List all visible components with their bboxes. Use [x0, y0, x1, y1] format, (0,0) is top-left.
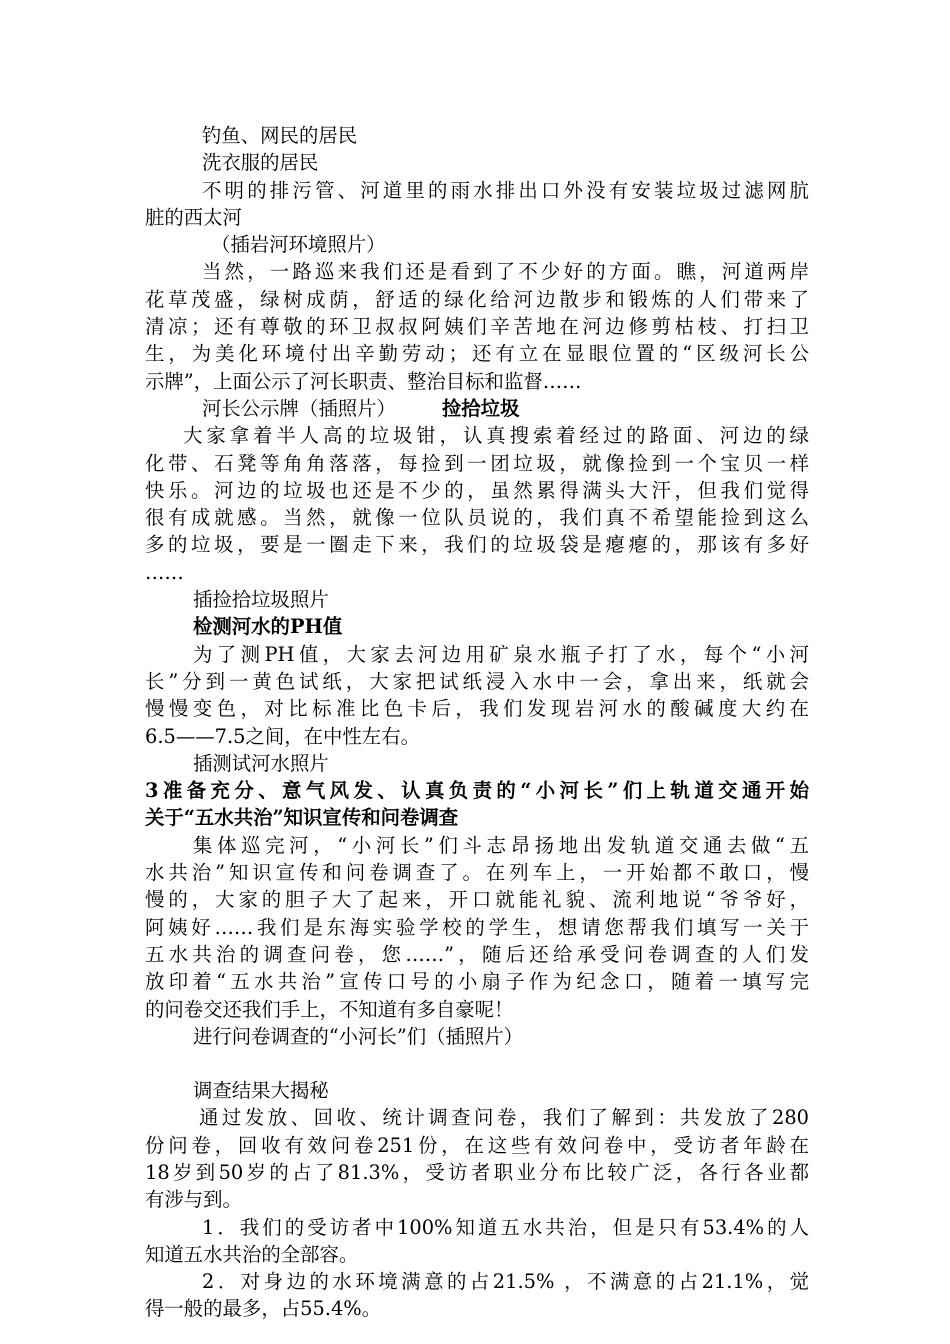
photo-placeholder: 插捡拾垃圾照片: [193, 588, 329, 612]
text-line: 不明的排污管、河道里的雨水排出口外没有安装垃圾过滤网肮: [202, 178, 809, 202]
text-line: 6.5——7.5之间，在中性左右。: [145, 724, 420, 748]
text-line: 知道五水共治的全部容。: [145, 1242, 359, 1266]
text-line: 放印着“五水共治”宣传口号的小扇子作为纪念口，随着一填写完: [145, 970, 809, 994]
text-line: 化带、石凳等角角落落，每捡到一团垃圾，就像捡到一个宝贝一样: [145, 451, 809, 475]
text-line: 快乐。河边的垃圾也还是不少的，虽然累得满头大汗，但我们觉得: [145, 478, 809, 502]
text-line: 得一般的最多，占55.4%。: [145, 1297, 382, 1321]
photo-placeholder: 插测试河水照片: [193, 751, 329, 775]
text-line: 多的垃圾，要是一圈走下来，我们的垃圾袋是瘪瘪的，那该有多好: [145, 533, 809, 557]
text-line: 五水共治的调查问卷，您……”，随后还给承受问卷调查的人们发: [145, 942, 809, 966]
text-line: 阿姨好……我们是东海实验学校的学生，想请您帮我们填写一关于: [145, 915, 809, 939]
text-line: 很有成就感。当然，就像一位队员说的，我们真不希望能捡到这么: [145, 506, 809, 530]
photo-placeholder: 进行问卷调查的“小河长”们（插照片）: [193, 1024, 524, 1048]
text-line: 当然，一路巡来我们还是看到了不少好的方面。瞧，河道两岸: [202, 260, 809, 284]
section-heading-litter: 捡拾垃圾: [441, 396, 520, 420]
text-line: 通过发放、回收、统计调查问卷，我们了解到：共发放了280: [199, 1106, 809, 1130]
text-line: 清凉；还有尊敬的环卫叔叔阿姨们辛苦地在河边修剪枯枝、打扫卫: [145, 315, 809, 339]
section-heading-survey-cont: 关于“五水共治”知识宣传和问卷调查: [145, 806, 459, 830]
section-heading-results: 调查结果大揭秘: [193, 1079, 329, 1103]
document-body: [145, 122, 809, 1323]
section-heading-ph: 检测河水的PH值: [193, 615, 343, 639]
text-line: 有涉与到。: [145, 1188, 242, 1212]
text-line: 生，为美化环境付出辛勤劳动；还有立在显眼位置的“区级河长公: [145, 342, 809, 366]
text-line: 示牌”，上面公示了河长职责、整治目标和监督……: [145, 369, 582, 393]
text-line: 钓鱼、网民的居民: [202, 124, 358, 147]
text-line: 的问卷交还我们手上，不知道有多自豪呢！: [145, 997, 514, 1021]
text-line: 水共治”知识宣传和问卷调查了。在列车上，一开始都不敢口，慢: [145, 861, 809, 885]
section-heading-survey: 3准备充分、意气风发、认真负责的“小河长”们上轨道交通开始: [145, 779, 809, 803]
text-line: 花草茂盛，绿树成荫，舒适的绿化给河边散步和锻炼的人们带来了: [145, 287, 809, 311]
text-line: 份问卷，回收有效问卷251份，在这些有效问卷中，受访者年龄在: [145, 1133, 809, 1157]
text-line: 1．我们的受访者中100%知道五水共治，但是只有53.4%的人: [202, 1215, 809, 1239]
text-line: 慢慢变色，对比标准比色卡后，我们发现岩河水的酸碱度大约在: [145, 697, 809, 721]
text-line: 脏的西太河: [145, 205, 242, 229]
text-line: 长”分到一黄色试纸，大家把试纸浸入水中一会，拿出来，纸就会: [145, 669, 809, 693]
text-line: ……: [145, 560, 184, 584]
text-line: 洗衣服的居民: [202, 151, 319, 175]
text-line: 18岁到50岁的占了81.3%，受访者职业分布比较广泛，各行各业都: [145, 1160, 809, 1184]
text-line: 慢的，大家的胆子大了起来，开口就能礼貌、流利地说“爷爷好，: [145, 888, 809, 912]
text-line: 集体巡完河，“小河长”们斗志昂扬地出发轨道交通去做“五: [193, 833, 809, 857]
photo-placeholder: （插岩河环境照片）: [211, 233, 386, 257]
text-line: 大家拿着半人高的垃圾钳，认真搜索着经过的路面、河边的绿: [183, 424, 809, 448]
text-line: 为了测PH值，大家去河边用矿泉水瓶子打了水，每个“小河: [193, 642, 809, 666]
notice-board-caption: 河长公示牌（插照片）: [202, 396, 396, 420]
text-line: 2．对身边的水环境满意的占21.5% ，不满意的占21.1%，觉: [202, 1270, 809, 1294]
photo-placeholder: [145, 395, 809, 422]
